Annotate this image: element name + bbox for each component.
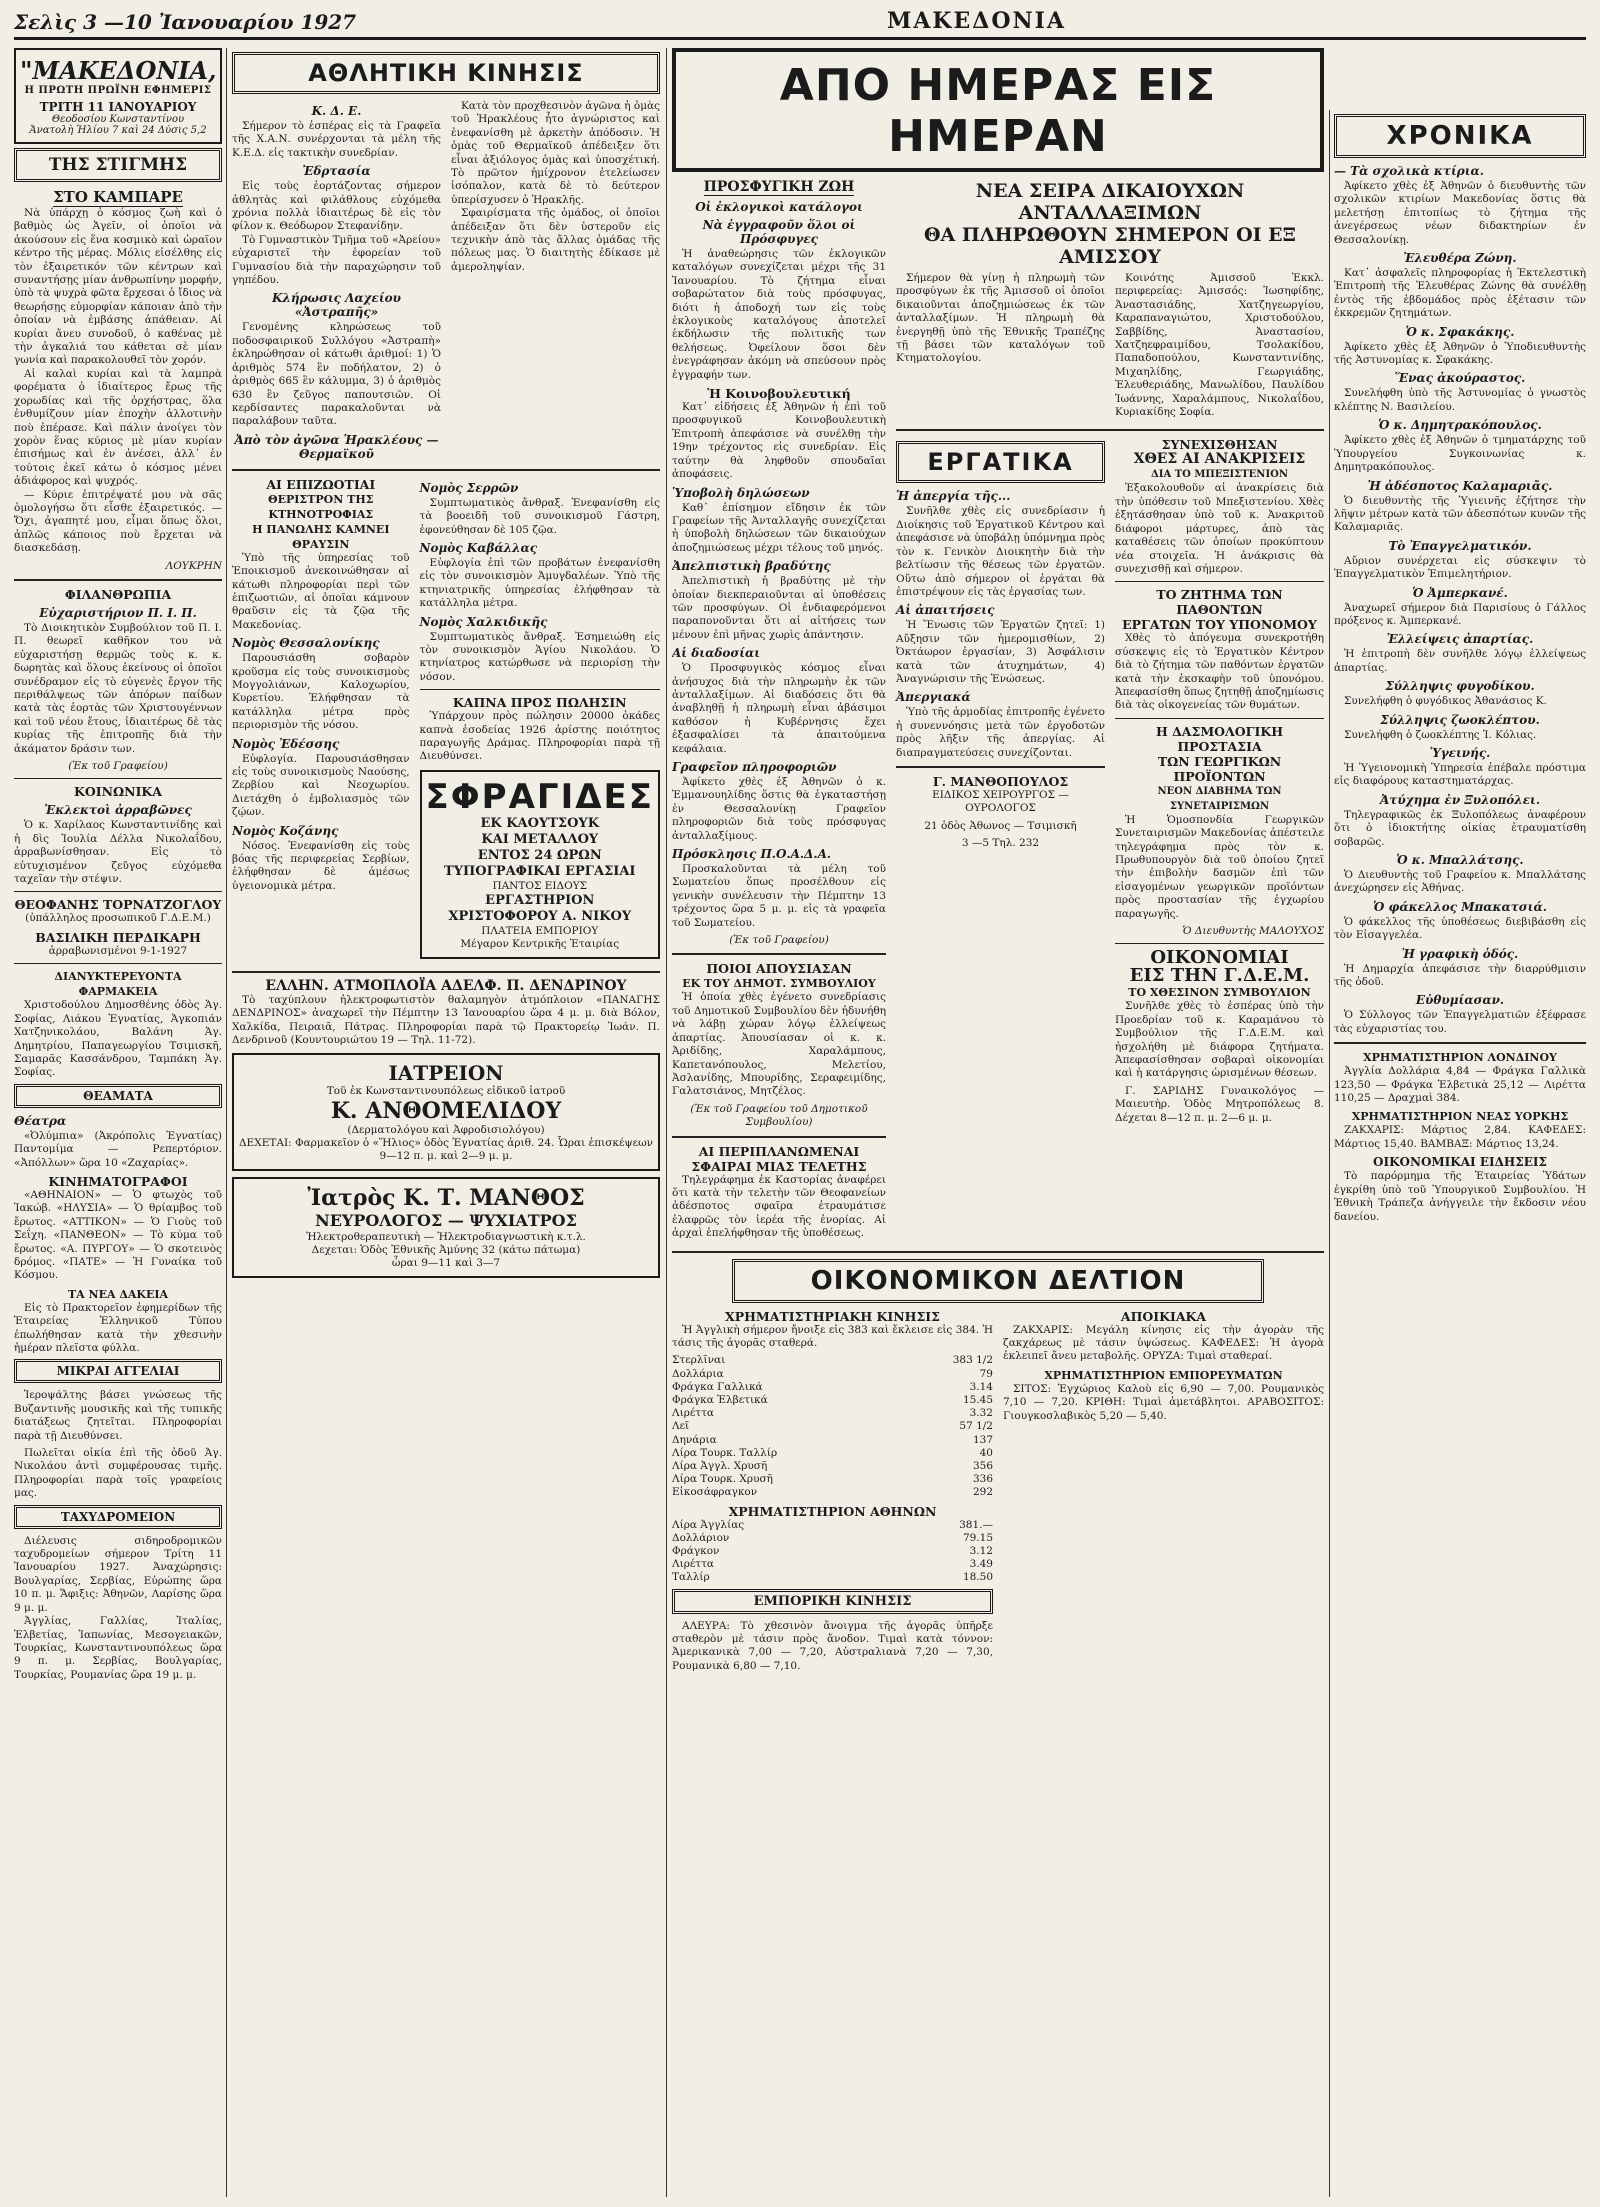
rate-name: Ταλλίρ bbox=[672, 1571, 710, 1584]
section-title: ΦΙΛΑΝΘΡΩΠΙΑ bbox=[64, 586, 172, 602]
rates-table bbox=[672, 1519, 993, 1585]
section-subtitle: Ἡ ἀπεργία τῆς... bbox=[896, 489, 1011, 504]
news-item-body: Συνελήφθη ὑπὸ τῆς Ἀστυνομίας ὁ γνωστὸς κλέπτης Ν. Βασιλείου. bbox=[1334, 387, 1586, 413]
article-body: «Ὀλύμπια» (Ἀκρόπολις Ἐγνατίας) Παντομίμα — Ρεπερτόριον. «Ἀπόλλων» ὥρα 10 «Ζαχαρίας». bbox=[14, 1129, 222, 1169]
rate-value: 3.49 bbox=[969, 1558, 993, 1571]
news-item-title: Ἀτύχημα ἐν Ξυλοπόλει. bbox=[1380, 792, 1540, 807]
rate-name: Εἰκοσάφραγκον bbox=[672, 1486, 758, 1499]
paper-name: ΜΑΚΕΔΟΝΙΑ bbox=[886, 8, 1066, 34]
announcement-line: (ὑπάλληλος προσωπικοῦ Γ.Δ.Ε.Μ.) bbox=[25, 912, 211, 925]
news-item-body: Ἀφίκετο χθὲς ἐξ Ἀθηνῶν ὁ τμηματάρχης τοῦ Ὑπουργείου Συγκοινωνίας κ. Δημητρακόπουλος. bbox=[1334, 434, 1586, 474]
divider bbox=[672, 1136, 886, 1138]
banner-spacer bbox=[1334, 48, 1586, 110]
article-source: (Ἐκ τοῦ Γραφείου) bbox=[68, 760, 168, 773]
announcement-name: ΘΕΟΦΑΝΗΣ ΤΟΡΝΑΤΖΟΓΛΟΥ bbox=[14, 897, 222, 913]
column-rule bbox=[226, 48, 227, 2197]
article-title: ΘΕΡΙΣΤΡΟΝ ΤΗΣ ΚΤΗΝΟΤΡΟΦΙΑΣ bbox=[268, 492, 374, 521]
divider bbox=[14, 778, 222, 779]
rate-value: 292 bbox=[972, 1486, 993, 1499]
news-item-title: Ὑγεινής. bbox=[1429, 745, 1491, 760]
article-body: Εἰς τὸ Πρακτορεῖον ἐφημερίδων τῆς Ἑταιρείας Ἑλληνικοῦ Τύπου ἐπωλήθησαν κατὰ τὴν χθεσινὴν ἡμέραν πλεῖστα φύλλα. bbox=[14, 1301, 222, 1354]
news-item-title: Ἕνας ἀκούραστος. bbox=[1394, 371, 1526, 386]
article-body: ΣΙΤΟΣ: Ἐγχώριος Καλοὺ εἰς 6,90 — 7,00. Ρουμανικὸς 7,10 — 7,20. ΚΡΙΘΗ: Τιμαὶ ἀμετάβλητοι. ΑΡΑΒΟΣΙΤΟΣ: Γιουγκοσλαβικὸς 5,20 — 5,40. bbox=[1003, 1382, 1324, 1422]
article-body: Εὐφλογία. Παρουσιάσθησαν εἰς τοὺς συνοικισμοὺς Ναούσης, Ζερβίου καὶ Νεοχωρίου. Διετάχθη ὁ ἐμβολιασμὸς τῶν ζῴων. bbox=[232, 752, 410, 819]
news-item-body: Ὁ Σύλλογος τῶν Ἐπαγγελματιῶν ἐξέφρασε τὰς εὐχαριστίας του. bbox=[1334, 1009, 1586, 1035]
section-subtitle: Εὐχαριστήριον Π. Ι. Π. bbox=[39, 605, 197, 620]
rate-name: Λίρα Ἀγγλίας bbox=[672, 1518, 745, 1531]
section-subtitle: Νομὸς Θεσσαλονίκης bbox=[232, 636, 380, 651]
main-banner: ΑΠΟ ΗΜΕΡΑΣ ΕΙΣ ΗΜΕΡΑΝ bbox=[672, 48, 1324, 172]
rate-value: 381.— bbox=[959, 1518, 993, 1531]
neaseira-split bbox=[896, 272, 1324, 423]
article-title: ΑΙ ΕΠΙΖΩΟΤΙΑΙ bbox=[266, 476, 376, 492]
column-rule bbox=[1329, 110, 1330, 2197]
ad-line: Ἠλεκτροθεραπευτικὴ — Ἠλεκτροδιαγνωστικὴ κ.τ.λ. bbox=[306, 1231, 586, 1244]
article-body: Συμπτωματικὸς ἄνθραξ. Ἐνεφανίσθη εἰς τὰ βοοειδῆ τοῦ συνοικισμοῦ Γάστρη, ἐφονεύθησαν δὲ 105 ζῷα. bbox=[419, 496, 660, 536]
article-body: Ὁ Προσφυγικὸς κόσμος εἶναι ἀνήσυχος διὰ τὴν πληρωμὴν ἐκ τῶν ἀνταλλαξίμων. Αἱ διαδόσεις ὅτι θὰ ἀναβληθῇ ἡ πληρωμὴ εἶναι ἀβάσιμοι καθόσον ἡ Κυβέρνησις ἔχει ἐξασφαλίσει τὰ ἀπαιτούμενα κεφάλαια. bbox=[672, 662, 886, 755]
article-body: Διέλευσις σιδηροδρομικῶν ταχυδρομείων σήμερον Τρίτη 11 Ἰανουαρίου 1927. Ἀναχώρησις: Βουλγαρίας, Σερβίας, Εὐρώπης ὥρα 10 π. μ. Ἄφιξις: Ἀθηνῶν, Λαρίσης ὥρα 9 μ. μ. Ἀγγλίας, Γαλλίας, Ἰταλίας, Ἑλβετίας, Ἰαπωνίας, Μεσογειακῶν, Τουρκίας, Κωνσταντινουπόλεως ὥρα 9 π. μ. Σερβίας, Βουλγαρίας, Τουρκίας, Ρουμανίας ὥρα 19 μ. μ. bbox=[14, 1534, 222, 1681]
divider bbox=[232, 469, 660, 471]
article-body: Σήμερον θὰ γίνῃ ἡ πληρωμὴ τῶν προσφύγων ἐκ τῆς Ἀμισσοῦ οἱ ὁποῖοι δικαιοῦνται ἀποζημιώσεως ἐκ τῶν ἀνταλλαξίμων. Ἡ πληρωμὴ θὰ ἐνεργηθῇ ὑπὸ τῆς Ἐθνικῆς Τραπέζης τῇ βάσει τῶν καταλόγων τοῦ Κτηματολογίου. bbox=[896, 272, 1105, 365]
article-title: ΝΕΑ ΣΕΙΡΑ ΔΙΚΑΙΟΥΧΩΝ ΑΝΤΑΛΛΑΞΙΜΩΝ bbox=[975, 180, 1245, 224]
section-subtitle: Ὑποβολὴ δηλώσεων bbox=[672, 485, 810, 500]
rate-row bbox=[672, 1394, 993, 1407]
section-subtitle: Νομὸς Σερρῶν bbox=[419, 480, 519, 495]
left-column bbox=[14, 48, 222, 2197]
article-body: Ὑπάρχουν πρὸς πώλησιν 20000 ὀκάδες καπνὰ ἐσοδείας 1926 ἀρίστης ποιότητος παραγωγῆς Δράμας. Πληροφορίαι παρὰ τῇ Διευθύνσει. bbox=[419, 710, 660, 763]
news-item-title: Ἡ ἀδέσποτος Καλαμαριᾶς. bbox=[1367, 478, 1553, 493]
ad-headline: Ἰατρὸς Κ. Τ. ΜΑΝΘΟΣ bbox=[307, 1185, 585, 1212]
article-title: Η ΔΑΣΜΟΛΟΓΙΚΗ ΠΡΟΣΤΑΣΙΑ bbox=[1155, 723, 1284, 754]
ad-line: ΕΙΔΙΚΟΣ ΧΕΙΡΟΥΡΓΟΣ — ΟΥΡΟΛΟΓΟΣ bbox=[932, 788, 1069, 815]
news-item-body: Τηλεγραφικῶς ἐκ Ξυλοπόλεως ἀναφέρουν ὅτι ὁ ἰδιοκτήτης οἰκίας ἐτραυματίσθη σοβαρῶς. bbox=[1334, 808, 1586, 848]
section-title: ΑΠΟΙΚΙΑΚΑ bbox=[1120, 1308, 1207, 1324]
page-date: Σελὶς 3 —10 Ἰανουαρίου 1927 bbox=[14, 10, 357, 34]
article-signature: ΛΟΥΚΡΗΝ bbox=[165, 559, 222, 572]
ad-headline: ΙΑΤΡΕΙΟΝ bbox=[388, 1061, 504, 1086]
section-box-athletics: ΑΘΛΗΤΙΚΗ ΚΙΝΗΣΙΣ bbox=[232, 52, 660, 94]
news-item-body: Ἀναχωρεῖ σήμερον διὰ Παρισίους ὁ Γάλλος πρόξενος κ. Ἀμπερκανέ. bbox=[1334, 601, 1586, 627]
rate-row bbox=[672, 1486, 993, 1499]
section-subtitle: Κλήρωσις Λαχείου «Ἀστραπῆς» bbox=[272, 291, 401, 320]
divider bbox=[672, 1251, 1324, 1253]
rate-name: Λιρέττα bbox=[672, 1407, 715, 1420]
rate-value: 3.32 bbox=[969, 1407, 993, 1420]
rate-row bbox=[672, 1460, 993, 1473]
news-item-title: Ὁ κ. Μπαλλάτσης. bbox=[1396, 853, 1524, 867]
sports-split bbox=[232, 100, 660, 463]
ad-headline: ΣΦΡΑΓΙΔΕΣ bbox=[425, 776, 654, 817]
article-body: Ἀφίκετο χθὲς ἐξ Ἀθηνῶν ὁ κ. Ἐμμανουηλίδης ὅστις θὰ ἐγκαταστήσῃ ἐν Θεσσαλονίκῃ Γραφεῖον πληροφοριῶν διὰ τοὺς πρόσφυγας ἀνταλλαξίμους. bbox=[672, 776, 886, 842]
news-item-body: Συνελήφθη ὁ φυγόδικος Ἀθανάσιος Κ. bbox=[1344, 695, 1547, 708]
article-body: Κατ᾽ εἰδήσεις ἐξ Ἀθηνῶν ἡ ἐπὶ τοῦ προσφυγικοῦ Κοινοβουλευτικὴ Ἐπιτροπὴ ἀπεφάσισε νὰ συνέλθῃ τὴν 19ην τρέχοντος εἰς συνεδρίαν. Εἰς ταύτην θὰ ληφθοῦν σπουδαῖαι ἀποφάσεις. bbox=[672, 401, 886, 481]
section-title: ΧΡΗΜΑΤΙΣΤΗΡΙΟΝ ΕΜΠΟΡΕΥΜΑΤΩΝ bbox=[1044, 1368, 1283, 1382]
rate-name: Φράγκον bbox=[672, 1545, 720, 1558]
news-item-body: Ὁ Διευθυντὴς τοῦ Γραφείου κ. Μπαλλάτσης ἀνεχώρησεν εἰς Ἀθήνας. bbox=[1334, 869, 1586, 895]
rate-row bbox=[672, 1434, 993, 1447]
news-item-body: Αὔριον συνέρχεται εἰς σύσκεψιν τὸ Ἐπαγγελματικὸν Ἐπιμελητήριον. bbox=[1334, 554, 1586, 581]
section-box-chronika: ΧΡΟΝΙΚΑ bbox=[1334, 114, 1586, 158]
news-item-title: Ὁ κ. Δημητρακόπουλος. bbox=[1378, 418, 1542, 433]
article-body: Ὑπὸ τῆς ὑπηρεσίας τοῦ Ἐποικισμοῦ ἀνεκοινώθησαν αἱ κάτωθι πληροφορίαι περὶ τῶν ἐπιζωοτιῶν, αἱ ὁποῖαι κάμνουν θραῦσιν εἰς τὰ ζῷα τῆς Μακεδονίας. bbox=[232, 551, 410, 631]
article-title: ΤΟ ΖΗΤΗΜΑ ΤΩΝ ΠΑΘΟΝΤΩΝ bbox=[1156, 587, 1283, 618]
finance-grid bbox=[672, 1309, 1324, 1678]
rate-name: Δολλάριον bbox=[672, 1531, 730, 1544]
article-source: (Ἐκ τοῦ Γραφείου τοῦ Δημοτικοῦ Συμβουλίου) bbox=[690, 1102, 868, 1129]
section-box-emporiki: ΕΜΠΟΡΙΚΗ ΚΙΝΗΣΙΣ bbox=[672, 1589, 993, 1614]
section-subtitle: Κ. Δ. Ε. bbox=[311, 104, 362, 118]
ad-line: 21 ὁδὸς Ἀθωνος — Τσιμισκῆ bbox=[924, 819, 1077, 832]
divider bbox=[14, 891, 222, 892]
rate-row bbox=[672, 1558, 993, 1571]
article-title: ΕΡΓΑΤΩΝ ΤΟΥ ΥΠΟΝΟΜΟΥ bbox=[1122, 617, 1317, 633]
news-item-title: Ὁ Ἀμπερκανέ. bbox=[1412, 585, 1508, 600]
rate-name: Φράγκα Ἑλβετικά bbox=[672, 1393, 768, 1406]
sports-column bbox=[232, 48, 660, 2197]
section-box-stigmis: ΤΗΣ ΣΤΙΓΜΗΣ bbox=[14, 148, 222, 182]
article-title: ΣΤΟ ΚΑΜΠΑΡΕ bbox=[53, 188, 183, 206]
section-title: ΠΡΟΣΦΥΓΙΚΗ ΖΩΗ bbox=[703, 179, 855, 195]
article-title: ΣΦΑΙΡΑΙ ΜΙΑΣ ΤΕΛΕΤΗΣ bbox=[691, 1158, 867, 1174]
news-item-title: Ἐλευθέρα Ζώνη. bbox=[1403, 251, 1517, 266]
masthead-box bbox=[14, 48, 222, 144]
section-subtitle: Νομὸς Χαλκιδικῆς bbox=[419, 614, 548, 629]
divider bbox=[1115, 581, 1324, 582]
article-body: Ἀγγλία Δολλάρια 4,84 — Φράγκα Γαλλικὰ 123,50 — Φράγκα Ἑλβετικὰ 25,12 — Λιρέττα 110,25 — Δραχμαὶ 384. bbox=[1334, 1065, 1586, 1105]
news-item-body: Ὁ φάκελλος τῆς ὑποθέσεως διεβιβάσθη εἰς τὸν Εἰσαγγελέα. bbox=[1334, 915, 1586, 942]
article-body: Εἰς τοὺς ἑορτάζοντας σήμερον ἀθλητὰς καὶ φιλάθλους εὐχόμεθα χρόνια πολλὰ ἰδιαιτέρως δὲ εἰς τὸν φίλον κ. Θεόδωρον Στεφανίδην. Τὸ Γυμναστικὸν Τμῆμα τοῦ «Ἀρείου» εὐχαριστεῖ τὴν ἐφορείαν τοῦ Γυμνασίου διὰ τὴν παραχώρησιν τοῦ γηπέδου. bbox=[232, 180, 441, 287]
article-title: ΘΑ ΠΛΗΡΩΘΟΥΝ ΣΗΜΕΡΟΝ ΟΙ ΕΞ ΑΜΙΣΣΟΥ bbox=[923, 224, 1296, 268]
rate-name: Λιρέττα bbox=[672, 1558, 715, 1571]
news-item-body: Ἡ ἐπιτροπὴ δὲν συνῆλθε λόγῳ ἐλλείψεως ἀπαρτίας. bbox=[1334, 648, 1586, 674]
rate-row bbox=[672, 1420, 993, 1433]
article-title: ΚΑΠΝΑ ΠΡΟΣ ΠΩΛΗΣΙΝ bbox=[452, 695, 627, 711]
article-signature: Ὁ Διευθυντὴς ΜΑΛΟΥΧΟΣ bbox=[1182, 925, 1324, 937]
article-body: Τὸ ταχύπλουν ἠλεκτροφωτιστὸν θαλαμηγὸν ἀτμόπλοιον «ΠΑΝΑΓΗΣ ΔΕΝΔΡΙΝΟΣ» ἀναχωρεῖ τὴν Πέμπτην 13 Ἰανουαρίου ὥρα 4 μ. μ. διὰ Βόλον, Χαλκίδα, Πειραιᾶ, Πάτρας. Πληροφορίαι παρὰ τῷ Πρακτορείῳ Ἰωάν. Π. Δενδρινοῦ (Κουντουριώτου 19 — Τηλ. 11-72). bbox=[232, 993, 660, 1047]
ad-line: ΕΡΓΑΣΤΗΡΙΟΝ bbox=[485, 892, 595, 908]
rate-value: 356 bbox=[972, 1460, 993, 1472]
rate-name: Λεῖ bbox=[672, 1420, 690, 1433]
article-title: ΤΟ ΧΘΕΣΙΝΟΝ ΣΥΜΒΟΥΛΙΟΝ bbox=[1128, 986, 1311, 1000]
rate-row bbox=[672, 1519, 993, 1532]
article-title: ΝΕΟΝ ΔΙΑΒΗΜΑ ΤΩΝ ΣΥΝΕΤΑΙΡΙΣΜΩΝ bbox=[1157, 785, 1282, 812]
article-title: ΠΟΙΟΙ ΑΠΟΥΣΙΑΣΑΝ bbox=[706, 961, 852, 977]
ad-line: Κ. ΑΝΘΟΜΕΛΙΔΟΥ bbox=[330, 1098, 562, 1125]
ad-line: Τοῦ ἐκ Κωνσταντινουπόλεως εἰδικοῦ ἰατροῦ bbox=[326, 1085, 566, 1098]
ad-sfragides bbox=[420, 770, 660, 959]
ad-line: ΕΚ ΚΑΟΥΤΣΟΥΚ bbox=[480, 815, 600, 831]
divider bbox=[1115, 943, 1324, 944]
article-title: ΧΘΕΣ ΑΙ ΑΝΑΚΡΙΣΕΙΣ bbox=[1133, 451, 1306, 468]
divider bbox=[14, 963, 222, 964]
rate-value: 3.12 bbox=[969, 1545, 993, 1558]
rate-value: 383 1/2 bbox=[952, 1354, 993, 1367]
announcement-line: ἀρραβωνισμένοι 9-1-1927 bbox=[48, 944, 188, 957]
rate-name: Λίρα Τουρκ. Ταλλίρ bbox=[672, 1446, 778, 1459]
article-title: ΕΛΛΗΝ. ΑΤΜΟΠΛΟΪΑ ΑΔΕΛΦ. Π. ΔΕΝΔΡΙΝΟΥ bbox=[265, 977, 627, 994]
section-title: ΧΡΗΜΑΤΙΣΤΗΡΙΟΝ ΝΕΑΣ ΥΟΡΚΗΣ bbox=[1351, 1110, 1569, 1124]
section-subtitle: Νομὸς Καβάλλας bbox=[419, 540, 538, 555]
article-title: ΕΙΣ ΤΗΝ Γ.Δ.Ε.Μ. bbox=[1129, 965, 1310, 987]
rates-table bbox=[672, 1354, 993, 1499]
masthead-saint: Θεοδοσίου Κωνσταντίνου bbox=[51, 114, 185, 125]
article-body: Γενομένης κληρώσεως τοῦ ποδοσφαιρικοῦ Συλλόγου «Ἀστραπὴ» ἐκληρώθησαν οἱ κάτωθι ἀριθμοί: 1) Ὁ ἀριθμὸς 574 ἓν ποδήλατον, 2) ὁ ἀριθμὸς 665 ἓν κάλυμμα, 3) ὁ ἀριθμὸς 630 ἓν ζεῦγος παπουτσιῶν. Οἱ κερδίσαντες παρακαλοῦνται νὰ παραλάβουν ταῦτα. bbox=[232, 321, 441, 428]
ad-line: ΝΕΥΡΟΛΟΓΟΣ — ΨΥΧΙΑΤΡΟΣ bbox=[315, 1211, 577, 1231]
article-body: ΑΛΕΥΡΑ: Τὸ χθεσινὸν ἄνοιγμα τῆς ἀγορᾶς ὑπῆρξε σταθερὸν μὲ τάσιν πρὸς ἄνοδον. Τιμαὶ κατὰ τόννον: Ἀμερικανικὰ 7,00 — 7,20, Αὐστραλιανὰ 7,20 — 7,30, Ρουμανικὰ 6,80 — 7,10. bbox=[672, 1619, 993, 1672]
article-body: Καθ᾽ ἐπίσημον εἴδησιν ἐκ τῶν Γραφείων τῆς Ἀνταλλαγῆς συνεχίζεται ἡ ὑποβολὴ δηλώσεων τῶν δικαιούχων ἀποζημιώσεως μέχρι τέλους τοῦ μηνός. bbox=[672, 501, 886, 554]
rate-name: Δηνάρια bbox=[672, 1433, 717, 1446]
article-body: Ὑπὸ τῆς ἁρμοδίας ἐπιτροπῆς ἐγένετο ἡ συνεννόησις μετὰ τῶν ἐργοδοτῶν πρὸς λῆξιν τῆς ἀπεργίας. Αἱ διαπραγματεύσεις συνεχίζονται. bbox=[896, 706, 1105, 759]
section-title: ΤΑ ΝΕΑ ΔΑΚΕΙΑ bbox=[67, 1287, 169, 1301]
masthead-subtitle: Η ΠΡΩΤΗ ΠΡΩΪΝΗ ΕΦΗΜΕΡΙΣ bbox=[24, 85, 212, 96]
article-title: ΟΙΚΟΝΟΜΙΑΙ bbox=[1150, 947, 1289, 969]
article-title: ΑΙ ΠΕΡΙΠΛΑΝΩΜΕΝΑΙ bbox=[698, 1143, 860, 1159]
rate-name: Στερλῖναι bbox=[672, 1354, 726, 1367]
article-body: «ΑΘΗΝΑΙΟΝ» — Ὁ φτωχὸς τοῦ Ἰακώβ. «ΗΛΥΣΙΑ» — Ὁ θρίαμβος τοῦ ἔρωτος. «ΑΤΤΙΚΟΝ» — Ὁ Γιοὺς τοῦ Σεΐχη. «ΠΑΝΘΕΟΝ» — Τὸ κύμα τοῦ ἔρωτος. «Α. ΠΥΡΓΟΥ» — Ὁ σκοτεινὸς δρόμος. «ΠΑΤΕ» — Ἡ Γυναίκα τοῦ Κόσμου. bbox=[14, 1188, 222, 1282]
section-title: Ἡ Κοινοβουλευτική bbox=[707, 386, 851, 402]
article-body: Ἡ Ὁμοσπονδία Γεωργικῶν Συνεταιρισμῶν Μακεδονίας ἀπέστειλε τηλεγράφημα πρὸς τὸν κ. Πρωθυπουργὸν διὰ τοῦ ὁποίου ζητεῖ τὴν ἐπιβολὴν δασμῶν ἐπὶ τῶν εἰσαγομένων γεωργικῶν προϊόντων πρὸς προστασίαν τῆς ἐγχωρίου παραγωγῆς. bbox=[1115, 813, 1324, 920]
news-item-title: Ἡ γραφικὴ ὁδός. bbox=[1401, 946, 1519, 961]
article-body: Εὐφλογία ἐπὶ τῶν προβάτων ἐνεφανίσθη εἰς τὸν συνοικισμὸν Ἀμυγδαλέων. Ὑπὸ τῆς κτηνιατρικῆς ὑπηρεσίας ἐλήφθησαν τὰ κατάλληλα μέτρα. bbox=[419, 556, 660, 610]
article-body: Νόσος. Ἐνεφανίσθη εἰς τοὺς βόας τῆς περιφερείας Σερβίων, ἐλήφθησαν δὲ ἀμέσως ὑγειονομικὰ μέτρα. bbox=[232, 839, 410, 892]
rate-value: 137 bbox=[972, 1433, 993, 1446]
rate-name: Λίρα Τουρκ. Χρυσῆ bbox=[672, 1473, 773, 1486]
section-subtitle: Πρόσκλησις Π.Ο.Α.Δ.Α. bbox=[672, 847, 832, 862]
article-title: ΕΚ ΤΟΥ ΔΗΜΟΤ. ΣΥΜΒΟΥΛΙΟΥ bbox=[682, 977, 876, 991]
divider bbox=[672, 953, 886, 955]
section-subtitle: Ἀπὸ τὸν ἀγῶνα Ἡρακλέους — Θερμαϊκοῦ bbox=[234, 432, 439, 461]
article-title: Η ΠΑΝΩΛΗΣ ΚΑΜΝΕΙ ΘΡΑΥΣΙΝ bbox=[252, 522, 390, 551]
section-subtitle: Ἐκλεκτοὶ ἀρραβῶνες bbox=[44, 803, 192, 818]
running-head bbox=[14, 6, 1586, 40]
news-item-title: Ὁ φάκελλος Μπακατσιά. bbox=[1373, 899, 1547, 914]
masthead-sun: Ἀνατολὴ Ἡλίου 7 καὶ 24 Δύσις 5,2 bbox=[29, 125, 207, 136]
rate-value: 15.45 bbox=[962, 1393, 993, 1406]
divider bbox=[896, 766, 1105, 768]
section-subtitle: Νομὸς Κοζάνης bbox=[232, 823, 339, 838]
article-body: Συνῆλθε χθὲς εἰς συνεδρίασιν ἡ Διοίκησις τοῦ Ἐργατικοῦ Κέντρου καὶ ἀπεφάσισε νὰ ὑποβάλῃ ὑπόμνημα πρὸς τὸν κ. Γενικὸν Διοικητὴν διὰ τὴν βελτίωσιν τῆς θέσεως τῶν ἐργατῶν. Οὕτω ἀπὸ σήμερον οἱ ἐργάται θὰ ἐπιστρέψουν εἰς τὰς ἐργασίας των. bbox=[896, 505, 1105, 598]
rate-value: 3.14 bbox=[969, 1380, 993, 1393]
ad-line: ὧραι 9—11 καὶ 3—7 bbox=[391, 1257, 501, 1270]
column-rule bbox=[666, 48, 667, 2197]
ad-line: Δεχεται: Ὁδὸς Ἐθνικῆς Ἀμύνης 32 (κάτω πάτωμα) bbox=[311, 1244, 581, 1257]
section-title: ΧΡΗΜΑΤΙΣΤΗΡΙΑΚΗ ΚΙΝΗΣΙΣ bbox=[725, 1308, 940, 1324]
section-box-tachy: ΤΑΧΥΔΡΟΜΕΙΟΝ bbox=[14, 1505, 222, 1529]
ad-name: Γ. ΜΑΝΘΟΠΟΥΛΟΣ bbox=[932, 773, 1069, 789]
section-subtitle: Νομὸς Ἐδέσσης bbox=[232, 736, 340, 751]
rate-name: Δολλάρια bbox=[672, 1367, 724, 1380]
classified-ad: Ἱεροψάλτης βάσει γνώσεως τῆς Βυζαντινῆς μουσικῆς καὶ τῆς τυπικῆς διατάξεως ζητεῖται. Πληροφορίαι παρὰ τῇ Διευθύνσει. bbox=[14, 1389, 222, 1442]
article-title: ΣΥΝΕΧΙΣΘΗΣΑΝ bbox=[1161, 437, 1278, 453]
divider bbox=[896, 429, 1324, 431]
article-body: Ἀπελπιστικὴ ἡ βραδύτης μὲ τὴν ὁποίαν διεκπεραιοῦνται αἱ ὑποθέσεις τῶν προσφύγων. Οἱ ἐνδιαφερόμενοι παραπονοῦνται ὅτι αἱ αἰτήσεις των μένουν ἐπὶ μῆνας χωρὶς ἀπάντησιν. bbox=[672, 575, 886, 641]
ad-line: ΔΕΧΕΤΑΙ: Φαρμακεῖον ὁ «Ἥλιος» ὁδὸς Ἐγνατίας ἀριθ. 24. Ὧραι ἐπισκέψεων 9—12 π. μ. καὶ 2—9 μ. μ. bbox=[238, 1137, 654, 1163]
middle-split bbox=[896, 437, 1324, 1129]
section-box-deltion: ΟΙΚΟΝΟΜΙΚΟΝ ΔΕΛΤΙΟΝ bbox=[732, 1259, 1264, 1303]
section-title: ΚΙΝΗΜΑΤΟΓΡΑΦΟΙ bbox=[48, 1173, 188, 1189]
article-body: Συνῆλθε χθὲς τὸ ἑσπέρας ὑπὸ τὴν Προεδρίαν τοῦ κ. Καραμάνου τὸ Συμβούλιον τῆς Γ.Δ.Ε.Μ. καὶ ἠσχολήθη μὲ διάφορα ζητήματα. Ἀπεφασίσθησαν σοβαραὶ οἰκονομίαι καὶ ἡ κατάργησις ὡρισμένων θέσεων. bbox=[1115, 1000, 1324, 1080]
article-body: ΖΑΚΧΑΡΙΣ: Μεγάλη κίνησις εἰς τὴν ἀγορὰν τῆς ζακχάρεως μὲ τάσιν ὑψώσεως. ΚΑΦΕΔΕΣ: Ἡ ἀγορὰ ἐκλειπεῖ ἄνευ μεταβολῆς. ΟΡΥΖΑ: Τιμαὶ σταθεραί. bbox=[1003, 1323, 1324, 1363]
article-title: ΔΙΑ ΤΟ ΜΠΕΞΙΣΤΕΝΙΟΝ bbox=[1151, 469, 1288, 481]
article-body: Ἡ ὁποία χθὲς ἐγένετο συνεδρίασις τοῦ Δημοτικοῦ Συμβουλίου δὲν ἠδυνήθη νὰ λάβῃ χώραν λόγῳ ἐλλείψεως ἀπαρτίας. Ἀπουσίασαν οἱ κ. κ. Ἀριδίδης, Χαραλάμπους, Καπετανόπουλος, Μελετίου, Ἀσλανίδης, Μπουρίδης, Σεραφειμίδης, Γαλατσιάνος, Μητζέλος. bbox=[672, 991, 886, 1098]
article-body: Χθὲς τὸ ἀπόγευμα συνεκροτήθη σύσκεψις εἰς τὸ Ἐργατικὸν Κέντρον διὰ τὸ ζήτημα τῶν παθόντων ἐργατῶν κατὰ τὴν ἐκσκαφὴν τοῦ ὑπονόμου. Ἀπεφασίσθη ὅπως ζητηθῇ ἀποζημίωσις διὰ τὰς οἰκογενείας τῶν θυμάτων. bbox=[1115, 632, 1324, 712]
section-subtitle: Ἐδρτασία bbox=[302, 164, 371, 179]
article-body: Ἐξακολουθοῦν αἱ ἀνακρίσεις διὰ τὴν ὑπόθεσιν τοῦ Μπεξιστενίου. Χθὲς ἐξητάσθησαν ὑπὸ τοῦ κ. Ἀνακριτοῦ διάφοροι μάρτυρες, ἀπὸ τὰς καταθέσεις τῶν ὁποίων προκύπτουν νέα στοιχεῖα. Ἡ ἀνάκρισις θὰ συνεχισθῇ καὶ σήμερον. bbox=[1115, 482, 1324, 575]
section-subtitle: Οἱ ἐκλογικοὶ κατάλογοι bbox=[695, 200, 863, 214]
section-subtitle: Αἱ διαδοσίαι bbox=[672, 646, 761, 661]
doctor-ad: Γ. ΣΑΡΙΔΗΣ Γυναικολόγος — Μαιευτὴρ. Ὁδὸς Μητροπόλεως 8. Δέχεται 8—12 π. μ. 2—6 μ. μ. bbox=[1115, 1084, 1324, 1124]
ad-line: ΤΥΠΟΓΡΑΦΙΚΑΙ ΕΡΓΑΣΙΑΙ bbox=[444, 863, 636, 879]
ad-iatreion bbox=[232, 1053, 660, 1171]
section-subtitle: Γραφεῖον πληροφοριῶν bbox=[672, 760, 837, 774]
news-item-title: Τὸ Ἐπαγγελματικόν. bbox=[1388, 538, 1532, 553]
ad-line: ΚΑΙ ΜΕΤΑΛΛΟΥ bbox=[481, 831, 599, 847]
section-title: ΚΟΙΝΩΝΙΚΑ bbox=[74, 784, 162, 800]
rate-name: Φράγκα Γαλλικά bbox=[672, 1380, 763, 1393]
rate-value: 336 bbox=[972, 1473, 993, 1486]
news-item-body: Ἀφίκετο χθὲς ἐξ Ἀθηνῶν ὁ διευθυντὴς τῶν σχολικῶν κτιρίων Μακεδονίας ὅστις θὰ μελετήσῃ ἐπιτοπίως τὸ ζήτημα τῆς ἀνεγέρσεως νέων διδακτηρίων ἐν Θεσσαλονίκῃ. bbox=[1334, 180, 1586, 246]
right-column bbox=[1334, 48, 1586, 2197]
divider bbox=[420, 689, 660, 690]
rate-row bbox=[672, 1532, 993, 1545]
rate-row bbox=[672, 1473, 993, 1486]
article-body: Ἡ Ἀγγλικὴ σήμερον ἤνοιξε εἰς 383 καὶ ἔκλεισε εἰς 384. Ἡ τάσις τῆς ἀγορᾶς σταθερά. bbox=[672, 1323, 993, 1349]
ad-line: 3 —5 Τηλ. 232 bbox=[961, 837, 1040, 850]
article-body: Τὸ παρόρμημα τῆς Ἑταιρείας Ὑδάτων ἐγκρίθη ὑπὸ τοῦ Ὑπουργικοῦ Συμβουλίου. Ἡ Ἐθνικὴ Τράπεζα ἀνήγγειλε τὴν ἔκδοσιν νέου δανείου. bbox=[1334, 1170, 1586, 1223]
article-body: Ἡ Ἕνωσις τῶν Ἐργατῶν ζητεῖ: 1) Αὔξησιν τῶν ἡμερομισθίων, 2) Ὀκτάωρον ἐργασίαν, 3) Ἀσφάλισιν κατὰ τῶν ἀτυχημάτων, 4) Ἀναγνώρισιν τῆς Ἑνώσεως. bbox=[896, 619, 1105, 685]
rate-row bbox=[672, 1354, 993, 1367]
rate-value: 57 1/2 bbox=[959, 1420, 993, 1433]
article-body: Προσκαλοῦνται τὰ μέλη τοῦ Σωματείου ὅπως προσέλθουν εἰς γενικὴν συνέλευσιν τὴν Πέμπτην 13 τρέχοντος ὥρα 5 μ. μ. εἰς τὰ γραφεῖα τοῦ Σωματείου. bbox=[672, 863, 886, 929]
divider bbox=[1334, 1042, 1586, 1044]
article-body: Παρουσιάσθη σοβαρὸν κροῦσμα εἰς τοὺς συνοικισμοὺς Μογγολιάνων, Καλοχωρίου, Κυρετίου. Ἐλήφθησαν τὰ κατάλληλα μέτρα πρὸς περιορισμὸν τῆς νόσου. bbox=[232, 652, 410, 732]
news-item-title: Εὐθυμίασαν. bbox=[1415, 993, 1505, 1008]
ad-line: ΧΡΙΣΤΟΦΟΡΟΥ Α. ΝΙΚΟΥ bbox=[448, 908, 632, 924]
rate-row bbox=[672, 1545, 993, 1558]
section-subtitle: Αἱ ἀπαιτήσεις bbox=[896, 603, 995, 618]
news-item-body: Συνελήφθη ὁ ζωοκλέπτης Ἰ. Κόλιας. bbox=[1344, 728, 1537, 741]
article-body: Χριστοδούλου Δημοσθένης ὁδὸς Ἁγ. Σοφίας, Λιάκου Ἐγνατίας, Ἀγκοπιάν Χατζηνικολάου, Βαλάνη Ἁγ. Δημητρίου, Παπαγεωργίου Τσιμισκῆ, Σαμαρᾶς Κασσάνδρου, Ταμπάκη Ἁγ. Σοφίας. bbox=[14, 999, 222, 1079]
rate-row bbox=[672, 1571, 993, 1584]
article-body: Σήμερον τὸ ἑσπέρας εἰς τὰ Γραφεῖα τῆς Χ.Α.Ν. συνέρχονται τὰ μέλη τῆς Κ.Ε.Δ. εἰς τακτικὴν συνεδρίαν. bbox=[232, 120, 441, 159]
news-item-body: Ἡ Δημαρχία ἀπεφάσισε τὴν διαρρύθμισιν τῆς ὁδοῦ. bbox=[1334, 962, 1586, 989]
divider bbox=[232, 971, 660, 973]
article-title: ΤΩΝ ΓΕΩΡΓΙΚΩΝ ΠΡΟΪΟΝΤΩΝ bbox=[1157, 753, 1282, 784]
section-box-ergatika: ΕΡΓΑΤΙΚΑ bbox=[896, 441, 1105, 483]
news-item-title: Ἑλλείψεις ἀπαρτίας. bbox=[1386, 632, 1534, 647]
section-title: ΟΙΚΟΝΟΜΙΚΑΙ ΕΙΔΗΣΕΙΣ bbox=[1373, 1155, 1547, 1170]
article-body: Τηλεγράφημα ἐκ Καστορίας ἀναφέρει ὅτι κατὰ τὴν τελετὴν τῶν Θεοφανείων ἀδέσποτος σφαῖρα ἐτραυμάτισε ἐλαφρῶς τὸν ἰερέα τῆς ἐνορίας. Αἱ ἀρχαὶ ἐπελήφθησαν τῆς ὑποθέσεως. bbox=[672, 1173, 886, 1240]
divider bbox=[1115, 718, 1324, 719]
main-upper-grid bbox=[672, 180, 1324, 1245]
article-body: Κατὰ τὸν προχθεσινὸν ἀγῶνα ἡ ὁμὰς τοῦ Ἡρακλέους ἦτο ἀγνώριστος καὶ ἐνεφανίσθη μὲ ἀρκετὴν ἀπόδοσιν. Ἡ ὁμὰς τοῦ Θερμαϊκοῦ ἀπέδειξεν ὅτι εἶναι ἀξιόλογος ὁμὰς καὶ ὑποσχέτική. Τὸ πρῶτον ἡμίχρονον ἐτελείωσεν ἰσόπαλον, κατὰ δὲ τὸ δεύτερον ὑπερίσχυσεν ὁ Ἡρακλῆς. Σφαιρίσματα τῆς ὁμάδος, οἱ ὁποῖοι ἀπέδειξαν ὅτι δὲν ὑστεροῦν εἰς τεχνικὴν ἀπὸ τὰς ἄλλας ὁμάδας τῆς πόλεως μας. Ὁ διαιτητὴς ἐδίκασε μὲ ἀμεροληψίαν. bbox=[451, 100, 660, 273]
rate-row bbox=[672, 1368, 993, 1381]
section-subtitle: Ἀπεργιακά bbox=[896, 690, 971, 705]
section-title: ΔΙΑΝΥΚΤΕΡΕΥΟΝΤΑ ΦΑΡΜΑΚΕΙΑ bbox=[54, 970, 182, 999]
divider bbox=[14, 579, 222, 581]
rate-value: 40 bbox=[979, 1446, 993, 1459]
news-item-body: Ἡ Ὑγειονομικὴ Ὑπηρεσία ἐπέβαλε πρόστιμα εἰς διαφόρους καταστηματάρχας. bbox=[1334, 761, 1586, 788]
news-item-title: — Τὰ σχολικὰ κτίρια. bbox=[1334, 164, 1484, 178]
section-subtitle: Ἀπελπιστικὴ βραδύτης bbox=[672, 559, 831, 574]
rate-row bbox=[672, 1407, 993, 1420]
rate-value: 18.50 bbox=[962, 1571, 993, 1584]
news-item-body: Κατ᾽ ἀσφαλεῖς πληροφορίας ἡ Ἐκτελεστικὴ Ἐπιτροπὴ τῆς Ἐλευθέρας Ζώνης θὰ συνέλθῃ ἐντὸς τῆς ἑβδομάδος πρὸς ἐξέτασιν τῶν ἐκκρεμῶν ζητημάτων. bbox=[1334, 267, 1586, 320]
ad-line: (Δερματολόγου καὶ Ἀφροδισιολόγου) bbox=[347, 1124, 545, 1137]
rate-row bbox=[672, 1381, 993, 1394]
news-item-title: Σύλληψις φυγοδίκου. bbox=[1385, 679, 1535, 694]
rate-value: 79 bbox=[979, 1367, 993, 1380]
article-body: Τὸ Διοικητικὸν Συμβούλιον τοῦ Π. Ι. Π. θεωρεῖ καθῆκον του νὰ εὐχαριστήσῃ θερμῶς τοὺς κ. κ. δωρητὰς καὶ ὅλους ἐκείνους οἱ ὁποῖοι συνέδραμον εἰς τὸ εὐγενὲς ἔργον τῆς περιθάλψεως τῶν ἀπόρων παίδων κατὰ τὰς ἑορτὰς τῶν Χριστουγέννων καὶ τοῦ νέου ἔτους, ἰδιαιτέρως δὲ τὰς κυρίας τῆς ἐπιτροπῆς διὰ τὴν ἀκάματον δράσιν των. bbox=[14, 621, 222, 755]
ad-line: Μέγαρον Κεντρικῆς Ἑταιρίας bbox=[460, 937, 620, 950]
rate-value: 79.15 bbox=[962, 1531, 993, 1544]
article-body: ΖΑΚΧΑΡΙΣ: Μάρτιος 2,84. ΚΑΦΕΔΕΣ: Μάρτιος 15,40. ΒΑΜΒΑΞ: Μάρτιος 13,24. bbox=[1334, 1124, 1586, 1150]
ad-line: ΠΑΝΤΟΣ ΕΙΔΟΥΣ bbox=[492, 879, 588, 892]
masthead-title: "ΜΑΚΕΔΟΝΙΑ, bbox=[20, 56, 217, 85]
ad-line: ΠΛΑΤΕΙΑ ΕΜΠΟΡΙΟΥ bbox=[481, 924, 599, 937]
rate-row bbox=[672, 1447, 993, 1460]
section-subtitle: Νὰ ἐγγραφοῦν ὅλοι οἱ Πρόσφυγες bbox=[702, 218, 856, 246]
news-item-body: Ὁ διευθυντὴς τῆς Ὑγιεινῆς ἐζήτησε τὴν λῆψιν μέτρων κατὰ τῶν ἀδεσπότων κυνῶν τῆς Καλαμαριᾶς. bbox=[1334, 494, 1586, 534]
section-box-mikres: ΜΙΚΡΑΙ ΑΓΓΕΛΙΑΙ bbox=[14, 1359, 222, 1383]
article-body: Κοινότης Ἀμισσοῦ Ἐκκλ. περιφερείας: Ἀμισσός: Ἰωσηφίδης, Ἀναστασιάδης, Χατζηγεωργίου, Καραπαναγιώτου, Χριστοδούλου, Σαββίδης, Ἀναστασίου, Χατζηεφραιμίδου, Τσολακίδου, Παπαδοπούλου, Κωνσταντινίδης, Μιχαηλίδης, Γεωργιάδης, Ἐλευθεριάδης, Μανωλίδου, Παυλίδου Ἰωάννης, Χαραλάμπους, Νικολαΐδου, Κυριακίδης Σοφία. bbox=[1115, 272, 1324, 419]
ad-manthos bbox=[232, 1177, 660, 1278]
article-body: Συμπτωματικὸς ἄνθραξ. Ἐσημειώθη εἰς τὸν συνοικισμὸν Ἁγίου Νικολάου. Ὁ κτηνίατρος κατώρθωσε νὰ περιορίσῃ τὴν νόσον. bbox=[419, 630, 660, 683]
article-source: (Ἐκ τοῦ Γραφείου) bbox=[729, 934, 829, 947]
news-item-title: Ὁ κ. Σφακάκης. bbox=[1405, 324, 1515, 339]
news-item-title: Σύλληψις ζωοκλέπτου. bbox=[1380, 712, 1540, 727]
masthead-date: ΤΡΙΤΗ 11 ΙΑΝΟΥΑΡΙΟΥ bbox=[39, 100, 197, 114]
article-body: Νὰ ὑπάρχῃ ὁ κόσμος ζωὴ καὶ ὁ βαθμὸς ὡς Ἀγεῖν, οἱ ὁποῖοι νὰ ἀκούσουν εἰς ἕνα κοσμικὸ καὶ ὡραῖον κέντρο τῆς μέρας. Μόλις εἰσέλθης εἰς τὸν ἐξαιρετικόν τῶν κέντρων καὶ συναντήσῃς μίαν ἀνθρωπίνην μορφήν, ὑπὸ τὰ ψυχρὰ φῶτα ἔρχεσαι ὁ ἴδιος νὰ θεωρήσῃς εὐμορφίαν κάποιαν ἀπὸ τὴν ὁποίαν νὰ ἐμβάσης ἀπάθειαν. Αἱ κυρίαι ἄνευ συνοδοῦ, ὁ καθένας μὲ τὴν ἀγκαλιά του κάθεται σὲ μίαν γωνία καὶ παρακολουθεῖ τὸν χορόν. Αἰ καλαὶ κυρίαι καὶ τὰ λαμπρὰ φορέματα ὁ ἰδιαίτερος ἔρως τῆς χορωδίας καὶ τῆς ὀρχήστρας, ὅλα ἐνθυμίζουν μίαν ἐποχὴν ἀλλοτινὴν ποὺ ἐπέρασε. Καὶ πάλιν ἀνοίγει τὸν χορὸν ἕνας κύριος μὲ μίαν κυρίαν ἐπισήμως καὶ ἐν ἀνέσει, ἀλλ᾽ ἐν τούτοις ἐκεῖ κάτω ὁ κόσμος μένει ἀδιάφορος καὶ ψυχρός. — Κύριε ἐπιτρέψατέ μου νὰ σᾶς ὁμολογήσω ὅτι εἶσθε ἐξαιρετικός. — Ὄχι, ἀγαπητέ μου, εἶμαι ὅπως ὅλοι, ἀπλῶς κάποιος ποὺ ἔρχεται νὰ διασκεδάσῃ. bbox=[14, 207, 222, 555]
epizootia-split bbox=[232, 477, 660, 965]
section-subtitle: Θέατρα bbox=[14, 1113, 67, 1128]
section-box-theamata: ΘΕΑΜΑΤΑ bbox=[14, 1084, 222, 1108]
ad-line: ΕΝΤΟΣ 24 ΩΡΩΝ bbox=[477, 847, 602, 863]
section-title: ΧΡΗΜΑΤΙΣΤΗΡΙΟΝ ΑΘΗΝΩΝ bbox=[728, 1503, 937, 1519]
article-body: Ὁ κ. Χαρίλαος Κωνσταντινίδης καὶ ἡ δὶς Ἰουλία Δέλλα Νικολαΐδου, ἀρραβωνίσθησαν. Εἰς τὸ εὐτυχισμένον ζεῦγος εὐχόμεθα ταχεῖαν τὴν στέψιν. bbox=[14, 819, 222, 886]
news-item-body: Ἀφίκετο χθὲς ἐξ Ἀθηνῶν ὁ Ὑποδιευθυντὴς τῆς Ἀστυνομίας κ. Σφακάκης. bbox=[1334, 340, 1586, 367]
article-body: Ἡ ἀναθεώρησις τῶν ἐκλογικῶν καταλόγων συνεχίζεται μέχρι τῆς 31 Ἰανουαρίου. Τὸ ζήτημα εἶναι σοβαρώτατον διὰ τοὺς πρόσφυγας, διότι ἡ ἀποδοχή των εἰς τοὺς ἐκλογικοὺς καταλόγους ἀποτελεῖ ἐκδήλωσιν τῆς πολιτικῆς των θελήσεως. Ὀφείλουν ὅσοι δὲν ἐνεγράφησαν ἀκόμη νὰ σπεύσουν πρὸς ἐγγραφήν των. bbox=[672, 248, 886, 381]
section-title: ΧΡΗΜΑΤΙΣΤΗΡΙΟΝ ΛΟΝΔΙΝΟΥ bbox=[1363, 1051, 1557, 1065]
announcement-name: ΒΑΣΙΛΙΚΗ ΠΕΡΔΙΚΑΡΗ bbox=[35, 929, 201, 945]
rate-name: Λίρα Ἀγγλ. Χρυσῆ bbox=[672, 1460, 768, 1472]
main-column bbox=[672, 48, 1324, 2197]
classified-ad: Πωλεῖται οἰκία ἐπὶ τῆς ὁδοῦ Ἀγ. Νικολάου ἀντὶ συμφέρουσας τιμῆς. Πληροφορίαι παρὰ τοῖς γραφείοις μας. bbox=[14, 1447, 222, 1500]
